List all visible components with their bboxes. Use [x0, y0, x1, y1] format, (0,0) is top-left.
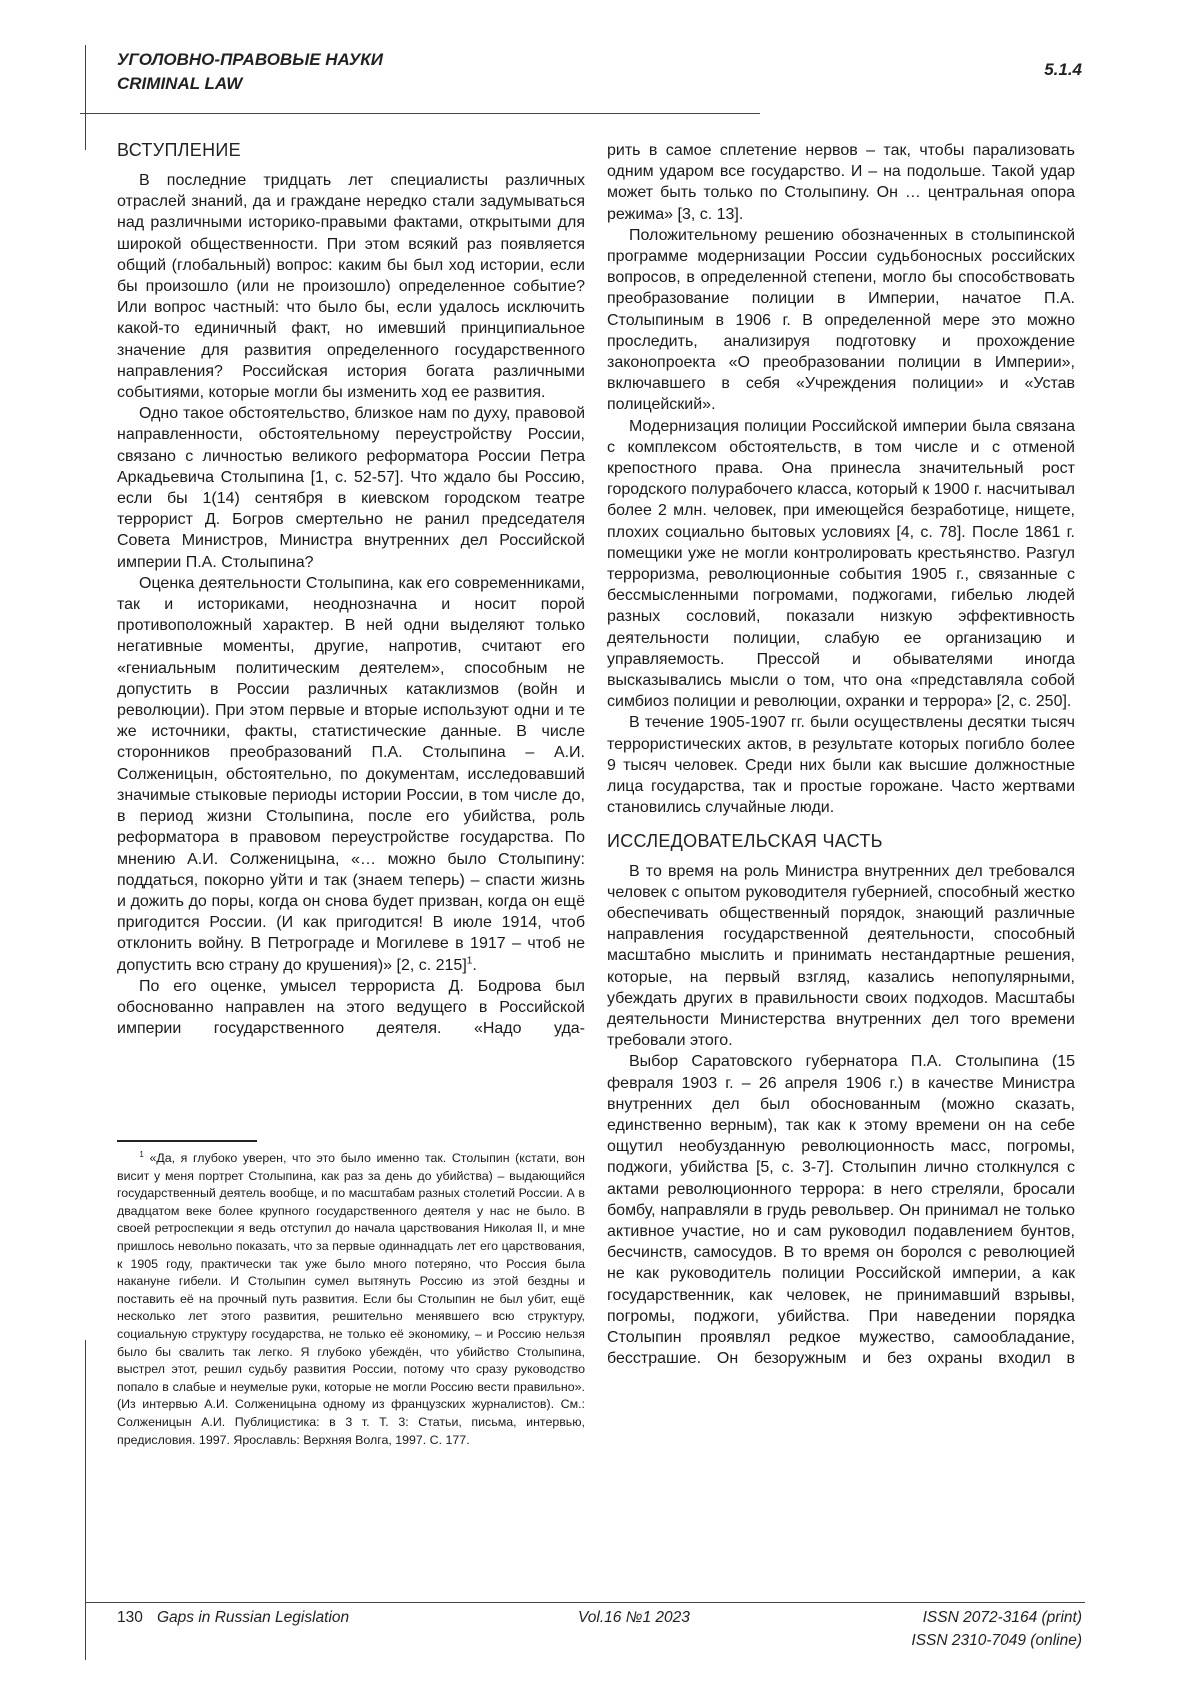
issn-print: ISSN 2072-3164 (print) [923, 1607, 1082, 1629]
paragraph: В то время на роль Министра внутренних дел требовался человек с опытом руководителя губернией, способный жестко обеспечивать общественный порядок, знающий различные направления государственной деятельности, способный масштабно мыслить и принимать нестандартные решения, которые, на первый взгляд, казались непопулярными, убеждать других в правильности своих подходов. Масштабы деятельности Министерства внутренних дел того времени требовали этого. [607, 861, 1075, 1052]
footer-vertical-rule [85, 1340, 86, 1660]
heading-research-part: ИССЛЕДОВАТЕЛЬСКАЯ ЧАСТЬ [607, 829, 1075, 853]
left-column [117, 138, 585, 1039]
paragraph: По его оценке, умысел террориста Д. Бодрова был обоснованно направлен на этого ведущего в Российской империи государственного деятеля. «Надо уда- [117, 976, 585, 1040]
issn-online: ISSN 2310-7049 (online) [911, 1630, 1082, 1652]
paragraph: В последние тридцать лет специалисты различных отраслей знаний, да и граждане нередко стали задумываться над различными историко-правыми фактами, открытыми для широкой общественности. При этом всякий раз появляется общий (глобальный) вопрос: каким бы был ход истории, если бы произошло (или не произошло) определенное событие? Или вопрос частный: что было бы, если удалось исключить какой-то единичный факт, но имевший принципиальное значение для развития определенного государственного направления? Российская история богата различными событиями, которые могли бы изменить ход ее развития. [117, 170, 585, 403]
paragraph: Одно такое обстоятельство, близкое нам по духу, правовой направленности, обстоятельному переустройству России, связано с личностью великого реформатора России Петра Аркадьевича Столыпина [1, с. 52-57]. Что ждало бы Россию, если бы 1(14) сентября в киевском городском театре террорист Д. Богров смертельно не ранил председателя Совета Министров, Министра внутренних дел Российской империи П.А. Столыпина? [117, 403, 585, 573]
footnote-text: «Да, я глубоко уверен, что это было именно так. Столыпин (кстати, вон висит у меня портрет Столыпина, как раз за день до убийства) – выдающийся государственный деятель вообще, и по масштабам разных столетий России. А в двадцатом веке более крупного государственного деятеля у нас не было. В своей ретроспекции я ведь отступил до начала царствования Николая II, и мне пришлось невольно показать, что за первые одиннадцать лет его царствования, к 1905 году, практически так уже было много потеряно, что Россия была накануне гибели. И Столыпин сумел вытянуть Россию из этой бездны и поставить её на прочный путь развития. Если бы Столыпин не был убит, ещё несколько лет этого развития, решительно менявшего всю структуру, социальную структуру государства, не только её экономику, – и Россию нельзя было бы свалить так легко. Я глубоко убеждён, что убийство Столыпина, выстрел этот, решил судьбу развития России, потому что сразу руководство попало в слабые и неумелые руки, которые не могли Россию вести правильно». (Из интервью А.И. Солженицына одному из французских журналистов). См.: Солженицын А.И. Публицистика: в 3 т. Т. 3: Статьи, письма, интервью, предисловия. 1997. Ярославль: Верхняя Волга, 1997. С. 177. [117, 1151, 585, 1447]
footer-horizontal-rule [85, 1602, 1085, 1603]
header-horizontal-rule [80, 113, 760, 114]
punctuation: . [472, 957, 476, 974]
journal-name: Gaps in Russian Legislation [157, 1607, 349, 1629]
running-header [117, 48, 383, 96]
volume-issue: Vol.16 №1 2023 [578, 1607, 690, 1629]
right-column [607, 140, 1075, 1369]
footnote [117, 1150, 585, 1449]
footnote-number: 1 [139, 1150, 143, 1159]
section-title-en: CRIMINAL LAW [117, 72, 383, 96]
paragraph-text: Оценка деятельности Столыпина, как его современниками, так и историками, неоднозначна и носит порой противоположный характер. В ней одни выделяют только негативные моменты, другие, напротив, считают его «гениальным политическим деятелем», способным не допустить в России различных катаклизмов (войн и революции). При этом первые и вторые используют одни и те же источники, факты, статистические данные. В числе сторонников преобразований П.А. Столыпина – А.И. Солженицын, обстоятельно, по документам, исследовавший значимые стыковые периоды истории России, в том числе до, в период жизни Столыпина, после его убийства, роль реформатора в правовом переустройстве государства. По мнению А.И. Солженицына, «… можно было Столыпину: поддаться, покорно уйти и так (знаем теперь) – спасти жизнь и дожить до поры, когда он снова будет призван, когда он ещё пригодится России. (И как пригодится! В июле 1914, чтоб отклонить войну. В Петрограде и Могилеве в 1917 – чтоб не допустить всю страну до крушения)» [2, с. 215] [117, 575, 585, 974]
paragraph: Выбор Саратовского губернатора П.А. Столыпина (15 февраля 1903 г. – 26 апреля 1906 г.) в качестве Министра внутренних дел был обоснованным (можно сказать, единственно верным), так как к этому времени он на себе ощутил необузданную революционность масс, погромы, поджоги, убийства [5, с. 3-7]. Столыпин лично столкнулся с актами революционного террора: в него стреляли, бросали бомбу, направляли в грудь револьвер. Он принимал не только активное участие, но и сам руководил подавлением бунтов, бесчинств, самосудов. В то время он боролся с революцией не как руководитель полиции Российской империи, а как государственник, как человек, не принимавший взрывы, погромы, поджоги, убийства. При наведении порядка Столыпин проявлял редкое мужество, самообладание, бесстрашие. Он безоружным и без охраны входил в [607, 1051, 1075, 1369]
section-code: 5.1.4 [1044, 58, 1082, 82]
paragraph: В течение 1905-1907 гг. были осуществлены десятки тысяч террористических актов, в результате которых погибло более 9 тысяч человек. Среди них были как высшие должностные лица государства, так и простые горожане. Часто жертвами становились случайные люди. [607, 712, 1075, 818]
paragraph: Модернизация полиции Российской империи была связана с комплексом обстоятельств, в том числе и с отменой крепостного права. Она принесла значительный рост городского полурабочего класса, который к 1900 г. насчитывал более 2 млн. человек, при имеющейся безработице, нищете, плохих социально бытовых условиях [4, с. 78]. После 1861 г. помещики уже не могли контролировать крестьянство. Разгул терроризма, революционные события 1905 г., связанные с бессмысленными погромами, поджогами, гибелью людей разных сословий, показали низкую эффективность деятельности полиции, слабую ее организацию и управляемость. Прессой и обывателями иногда высказывались мысли о том, что она «представляла собой симбиоз полиции и революции, охранки и террора» [2, с. 250]. [607, 416, 1075, 713]
footnote-separator [117, 1140, 257, 1142]
footnote-reference[interactable]: 1 [467, 955, 473, 966]
paragraph [117, 573, 585, 976]
heading-introduction: ВСТУПЛЕНИЕ [117, 138, 585, 162]
page-number: 130 [117, 1607, 143, 1629]
header-vertical-rule [85, 45, 86, 150]
section-title-ru: УГОЛОВНО-ПРАВОВЫЕ НАУКИ [117, 48, 383, 72]
paragraph: рить в самое сплетение нервов – так, чтобы парализовать одним ударом все государство. И – на подольше. Такой удар может быть только по Столыпину. Он … центральная опора режима» [3, с. 13]. [607, 140, 1075, 225]
paragraph: Положительному решению обозначенных в столыпинской программе модернизации России судьбоносных российских вопросов, в определенной степени, могло бы способствовать преобразование полиции в Империи, начатое П.А. Столыпиным в 1906 г. В определенной мере это можно проследить, анализируя подготовку и прохождение законопроекта «О преобразовании полиции в Империи», включавшего в себя «Учреждения полиции» и «Устав полицейский». [607, 225, 1075, 416]
